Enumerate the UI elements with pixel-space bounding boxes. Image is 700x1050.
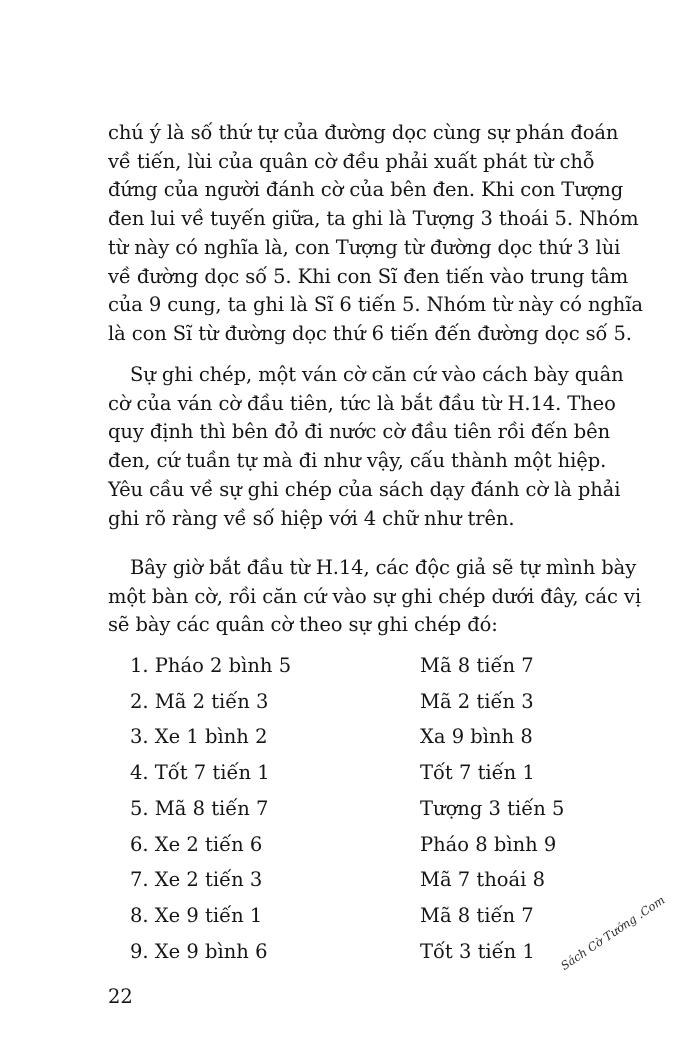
text-line: từ này có nghĩa là, con Tượng từ đường dọc thứ 3 lùi	[108, 235, 621, 259]
black-move: Tượng 3 tiến 5	[420, 796, 565, 820]
black-move: Mã 7 thoái 8	[420, 868, 545, 892]
red-move: 7. Xe 2 tiến 3	[130, 868, 263, 892]
text-line: quy định thì bên đỏ đi nước cờ đầu tiên rồi đến bên	[108, 420, 611, 444]
red-move: 9. Xe 9 bình 6	[130, 939, 268, 963]
black-move: Xa 9 bình 8	[420, 725, 533, 749]
move-row	[130, 862, 620, 898]
move-row	[130, 719, 620, 755]
text-line: một bàn cờ, rồi căn cứ vào sự ghi chép dưới đây, các vị	[108, 584, 641, 608]
black-move: Mã 8 tiến 7	[420, 654, 534, 677]
text-line: về đường dọc số 5. Khi con Sĩ đen tiến vào trung tâm	[108, 264, 629, 288]
paragraph	[108, 554, 641, 640]
text-line: ghi rõ ràng về số hiệp với 4 chữ như trên.	[108, 506, 515, 530]
red-move: 3. Xe 1 bình 2	[130, 725, 268, 749]
text-line: đứng của người đánh cờ của bên đen. Khi con Tượng	[108, 178, 624, 202]
black-move: Mã 2 tiến 3	[420, 689, 534, 713]
text-line: đen lui về tuyến giữa, ta ghi là Tượng 3 thoái 5. Nhóm	[108, 207, 639, 231]
move-row	[130, 791, 620, 827]
paragraph	[108, 361, 624, 533]
page-number: 22	[108, 985, 133, 1008]
black-move: Mã 8 tiến 7	[420, 903, 534, 927]
paragraph	[108, 119, 643, 349]
move-row	[130, 684, 620, 720]
text-line: sẽ bày các quân cờ theo sự ghi chép đó:	[108, 613, 498, 637]
black-move: Tốt 7 tiến 1	[420, 761, 535, 785]
text-line: Yêu cầu về sự ghi chép của sách dạy đánh cờ là phải	[108, 477, 621, 501]
text-line: chú ý là số thứ tự của đường dọc cùng sự phán đoán	[108, 121, 619, 144]
move-row	[130, 827, 620, 863]
black-move: Tốt 3 tiến 1	[420, 939, 535, 963]
black-move: Pháo 8 bình 9	[420, 832, 557, 856]
text-line: cờ của ván cờ đầu tiên, tức là bắt đầu từ H.14. Theo	[108, 391, 616, 415]
move-row	[130, 898, 620, 934]
text-line: là con Sĩ từ đường dọc thứ 6 tiến đến đường dọc số 5.	[108, 321, 632, 345]
text-line: đen, cứ tuần tự mà đi như vậy, cấu thành một hiệp.	[108, 449, 607, 473]
watermark: Sách Cờ Tướng .Com	[558, 892, 668, 973]
move-list	[130, 648, 620, 969]
move-row	[130, 755, 620, 791]
text-line: của 9 cung, ta ghi là Sĩ 6 tiến 5. Nhóm từ này có nghĩa	[108, 293, 643, 317]
red-move: 5. Mã 8 tiến 7	[130, 796, 269, 820]
red-move: 2. Mã 2 tiến 3	[130, 689, 269, 713]
text-line: về tiến, lùi của quân cờ đều phải xuất phát từ chỗ	[108, 149, 595, 173]
text-line: Bây giờ bắt đầu từ H.14, các độc giả sẽ tự mình bày	[130, 556, 637, 579]
red-move: 1. Pháo 2 bình 5	[130, 654, 292, 677]
red-move: 4. Tốt 7 tiến 1	[130, 761, 270, 785]
red-move: 8. Xe 9 tiến 1	[130, 903, 263, 927]
move-row	[130, 934, 620, 970]
red-move: 6. Xe 2 tiến 6	[130, 832, 263, 856]
text-line: Sự ghi chép, một ván cờ căn cứ vào cách bày quân	[130, 363, 624, 386]
move-row	[130, 648, 620, 684]
